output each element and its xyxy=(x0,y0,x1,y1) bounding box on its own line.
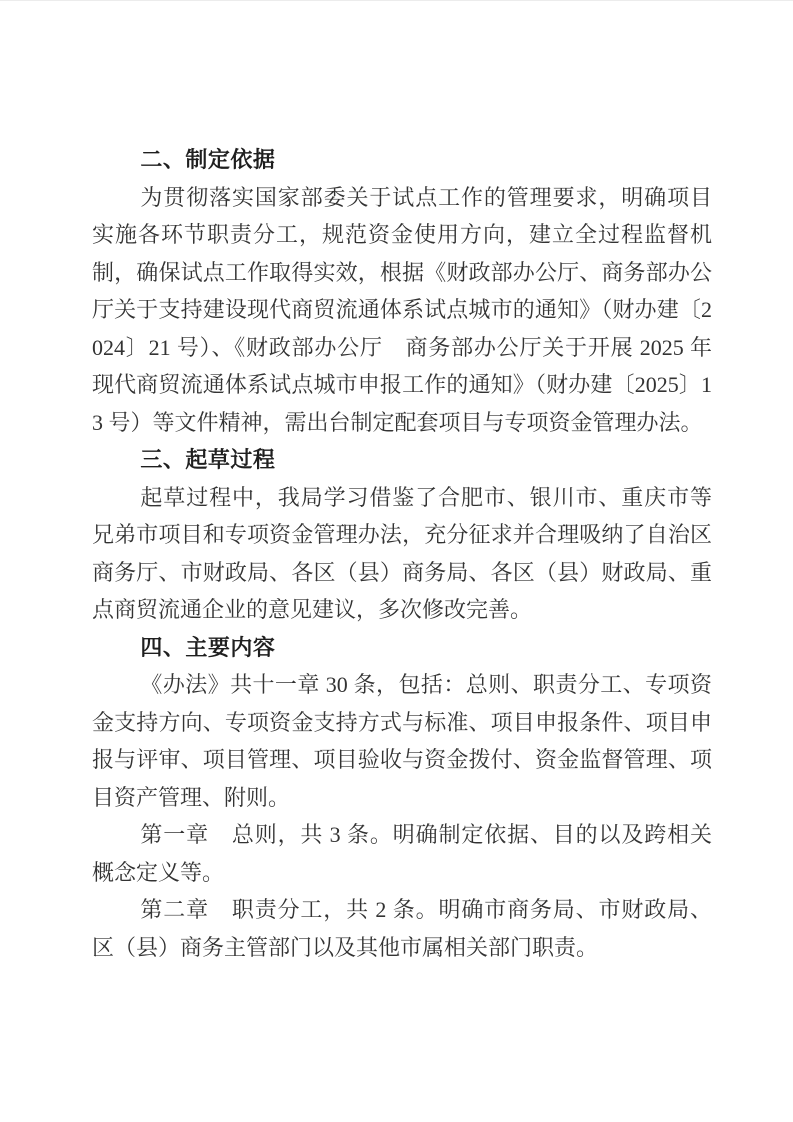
body-paragraph: 《办法》共十一章 30 条，包括：总则、职责分工、专项资金支持方向、专项资金支持方式与标准、项目申报条件、项目申报与评审、项目管理、项目验收与资金拨付、资金监督管理、项目资产管理、附则。 xyxy=(92,672,712,810)
section-heading: 四、主要内容 xyxy=(140,634,276,660)
section-heading: 三、起草过程 xyxy=(140,447,276,472)
body-paragraph: 为贯彻落实国家部委关于试点工作的管理要求，明确项目实施各环节职责分工，规范资金使用方向，建立全过程监督机制，确保试点工作取得实效，根据《财政部办公厅、商务部办公厅关于支持建设现代商贸流通体系试点城市的通知》（财办建〔2024〕21 号）、《财政部办公厅 商务部办公厅关于开展 2025 年现代商贸流通体系试点城市申报工作的通知》（财办建〔2025〕13 号）等文件精神，需出台制定配套项目与专项资金管理办法。 xyxy=(92,184,712,435)
document-content xyxy=(92,141,712,966)
body-paragraph: 第二章 职责分工，共 2 条。明确市商务局、市财政局、区（县）商务主管部门以及其他市属相关部门职责。 xyxy=(92,897,712,960)
body-paragraph: 第一章 总则，共 3 条。明确制定依据、目的以及跨相关概念定义等。 xyxy=(92,822,712,885)
section-heading: 二、制定依据 xyxy=(140,147,276,172)
body-paragraph: 起草过程中，我局学习借鉴了合肥市、银川市、重庆市等兄弟市项目和专项资金管理办法，充分征求并合理吸纳了自治区商务厅、市财政局、各区（县）商务局、各区（县）财政局、重点商贸流通企业的意见建议，多次修改完善。 xyxy=(92,484,712,622)
